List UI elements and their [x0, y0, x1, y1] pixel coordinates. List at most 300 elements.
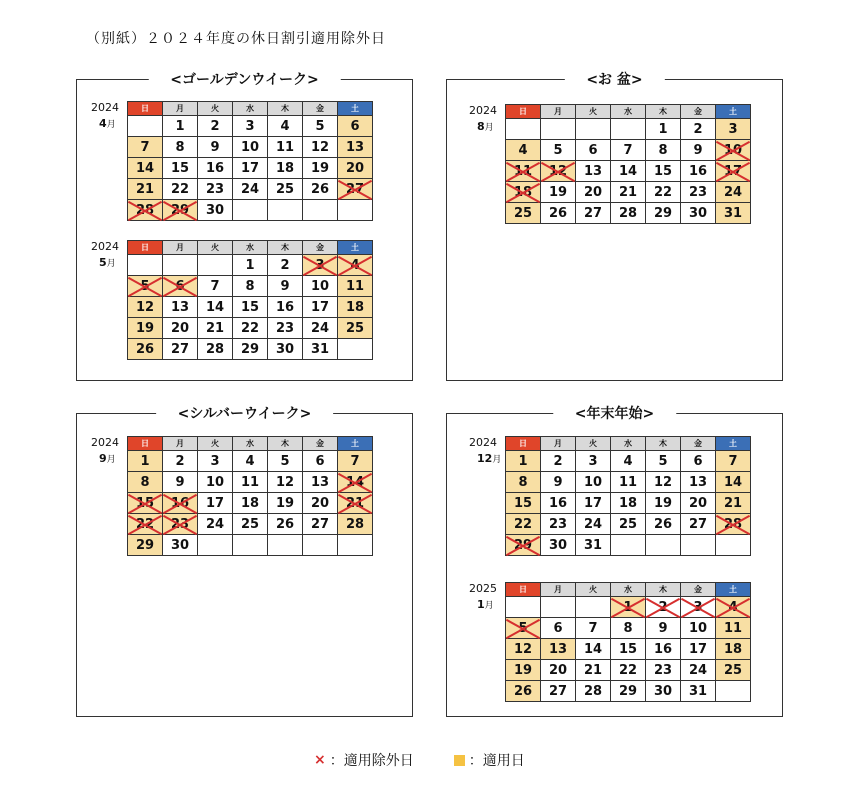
empty-cell [338, 535, 373, 556]
day-cell: 28 [128, 200, 163, 221]
day-cell: 6 [163, 276, 198, 297]
day-cell: 22 [128, 514, 163, 535]
day-cell: 15 [611, 639, 646, 660]
day-cell: 6 [681, 451, 716, 472]
day-cell: 6 [303, 451, 338, 472]
day-cell: 14 [716, 472, 751, 493]
week-row [128, 179, 373, 200]
day-cell: 31 [576, 535, 611, 556]
week-row [128, 514, 373, 535]
day-cell: 28 [716, 514, 751, 535]
day-cell: 9 [646, 618, 681, 639]
day-cell: 10 [681, 618, 716, 639]
day-cell: 2 [681, 119, 716, 140]
day-cell: 22 [646, 182, 681, 203]
panel-golden-week [76, 72, 413, 381]
panel-silver-week [76, 406, 413, 717]
calendar-grid [505, 436, 751, 556]
day-cell: 4 [233, 451, 268, 472]
weekday-header: 金 [303, 102, 338, 116]
empty-cell [268, 200, 303, 221]
day-cell: 21 [338, 493, 373, 514]
calendar-year: 2024 [469, 436, 497, 449]
day-cell: 30 [681, 203, 716, 224]
day-cell: 9 [163, 472, 198, 493]
weekday-header-row [506, 437, 751, 451]
day-cell: 13 [303, 472, 338, 493]
day-cell: 17 [681, 639, 716, 660]
weekday-header: 金 [681, 437, 716, 451]
weekday-header: 水 [611, 437, 646, 451]
calendar-year: 2024 [91, 436, 119, 449]
day-cell: 19 [303, 158, 338, 179]
panel-title: <年末年始> [553, 403, 676, 423]
day-cell: 1 [506, 451, 541, 472]
day-cell: 11 [506, 161, 541, 182]
day-cell: 27 [303, 514, 338, 535]
week-row [128, 255, 373, 276]
day-cell: 29 [233, 339, 268, 360]
day-cell: 25 [506, 203, 541, 224]
day-cell: 9 [198, 137, 233, 158]
empty-cell [576, 119, 611, 140]
calendar-month [477, 120, 494, 133]
day-cell: 16 [198, 158, 233, 179]
legend-applied-label: ：適用日 [468, 753, 525, 769]
day-cell: 11 [716, 618, 751, 639]
day-cell: 4 [716, 597, 751, 618]
empty-cell [541, 119, 576, 140]
day-cell: 22 [233, 318, 268, 339]
day-cell: 5 [128, 276, 163, 297]
weekday-header: 土 [716, 583, 751, 597]
weekday-header: 月 [541, 437, 576, 451]
day-cell: 26 [303, 179, 338, 200]
month-unit: 月 [492, 455, 502, 465]
day-cell: 24 [198, 514, 233, 535]
weekday-header-row [128, 241, 373, 255]
legend-x-mark: × [314, 752, 326, 768]
weekday-header: 土 [338, 437, 373, 451]
weekday-header: 土 [716, 437, 751, 451]
day-cell: 12 [541, 161, 576, 182]
calendar-year: 2024 [469, 104, 497, 117]
weekday-header: 月 [163, 102, 198, 116]
day-cell: 24 [233, 179, 268, 200]
day-cell: 3 [303, 255, 338, 276]
day-cell: 10 [716, 140, 751, 161]
day-cell: 7 [611, 140, 646, 161]
week-row [128, 472, 373, 493]
month-number: 12 [477, 452, 493, 465]
day-cell: 19 [268, 493, 303, 514]
weekday-header: 日 [506, 105, 541, 119]
calendar-grid [127, 240, 373, 360]
weekday-header: 金 [681, 583, 716, 597]
weekday-header: 火 [198, 437, 233, 451]
legend-applied-swatch [454, 755, 465, 766]
week-row [506, 493, 751, 514]
calendar-month [99, 256, 116, 269]
day-cell: 9 [268, 276, 303, 297]
legend [314, 750, 525, 770]
day-cell: 8 [163, 137, 198, 158]
day-cell: 29 [163, 200, 198, 221]
day-cell: 26 [541, 203, 576, 224]
empty-cell [506, 597, 541, 618]
document-title: （別紙）２０２４年度の休日割引適用除外日 [86, 31, 386, 47]
day-cell: 8 [506, 472, 541, 493]
day-cell: 19 [128, 318, 163, 339]
day-cell: 7 [128, 137, 163, 158]
day-cell: 30 [541, 535, 576, 556]
day-cell: 24 [716, 182, 751, 203]
weekday-header-row [128, 102, 373, 116]
weekday-header-row [506, 105, 751, 119]
calendar [91, 101, 373, 221]
day-cell: 21 [576, 660, 611, 681]
day-cell: 18 [611, 493, 646, 514]
empty-cell [506, 119, 541, 140]
day-cell: 10 [233, 137, 268, 158]
calendar [469, 582, 751, 702]
day-cell: 5 [303, 116, 338, 137]
week-row [128, 137, 373, 158]
weekday-header: 火 [198, 102, 233, 116]
day-cell: 19 [506, 660, 541, 681]
day-cell: 20 [681, 493, 716, 514]
day-cell: 12 [506, 639, 541, 660]
weekday-header: 水 [611, 583, 646, 597]
day-cell: 7 [338, 451, 373, 472]
day-cell: 18 [338, 297, 373, 318]
day-cell: 13 [338, 137, 373, 158]
day-cell: 19 [541, 182, 576, 203]
weekday-header-row [128, 437, 373, 451]
day-cell: 27 [163, 339, 198, 360]
weekday-header: 金 [303, 241, 338, 255]
week-row [128, 158, 373, 179]
weekday-header: 土 [338, 241, 373, 255]
month-unit: 月 [484, 123, 494, 133]
day-cell: 23 [541, 514, 576, 535]
week-row [506, 203, 751, 224]
empty-cell [303, 200, 338, 221]
week-row [506, 681, 751, 702]
week-row [506, 451, 751, 472]
day-cell: 24 [303, 318, 338, 339]
calendar [91, 436, 373, 556]
weekday-header: 水 [611, 105, 646, 119]
day-cell: 7 [576, 618, 611, 639]
calendar-grid [127, 101, 373, 221]
day-cell: 17 [576, 493, 611, 514]
month-unit: 月 [106, 120, 116, 130]
day-cell: 17 [198, 493, 233, 514]
weekday-header: 火 [576, 583, 611, 597]
week-row [128, 535, 373, 556]
empty-cell [541, 597, 576, 618]
weekday-header: 火 [198, 241, 233, 255]
day-cell: 20 [303, 493, 338, 514]
calendar-grid [127, 436, 373, 556]
weekday-header: 月 [541, 583, 576, 597]
day-cell: 1 [233, 255, 268, 276]
day-cell: 26 [646, 514, 681, 535]
day-cell: 17 [716, 161, 751, 182]
calendar [91, 240, 373, 360]
day-cell: 30 [268, 339, 303, 360]
day-cell: 20 [163, 318, 198, 339]
day-cell: 22 [611, 660, 646, 681]
empty-cell [268, 535, 303, 556]
day-cell: 21 [198, 318, 233, 339]
day-cell: 12 [646, 472, 681, 493]
empty-cell [646, 535, 681, 556]
weekday-header: 土 [338, 102, 373, 116]
week-row [506, 618, 751, 639]
day-cell: 11 [233, 472, 268, 493]
week-row [128, 116, 373, 137]
day-cell: 2 [646, 597, 681, 618]
weekday-header: 月 [541, 105, 576, 119]
day-cell: 4 [338, 255, 373, 276]
week-row [128, 493, 373, 514]
calendar-year: 2024 [91, 240, 119, 253]
day-cell: 10 [303, 276, 338, 297]
day-cell: 3 [233, 116, 268, 137]
calendar-year: 2024 [91, 101, 119, 114]
day-cell: 5 [541, 140, 576, 161]
week-row [506, 182, 751, 203]
empty-cell [233, 200, 268, 221]
day-cell: 3 [198, 451, 233, 472]
day-cell: 1 [128, 451, 163, 472]
day-cell: 15 [163, 158, 198, 179]
day-cell: 11 [611, 472, 646, 493]
weekday-header: 火 [576, 437, 611, 451]
empty-cell [716, 681, 751, 702]
month-number: 4 [99, 117, 107, 130]
weekday-header: 水 [233, 102, 268, 116]
day-cell: 24 [576, 514, 611, 535]
day-cell: 28 [338, 514, 373, 535]
day-cell: 23 [163, 514, 198, 535]
day-cell: 21 [611, 182, 646, 203]
calendar-month [99, 117, 116, 130]
day-cell: 8 [128, 472, 163, 493]
day-cell: 30 [198, 200, 233, 221]
day-cell: 15 [233, 297, 268, 318]
day-cell: 26 [128, 339, 163, 360]
day-cell: 24 [681, 660, 716, 681]
empty-cell [198, 255, 233, 276]
day-cell: 29 [128, 535, 163, 556]
day-cell: 25 [716, 660, 751, 681]
day-cell: 31 [681, 681, 716, 702]
day-cell: 6 [576, 140, 611, 161]
weekday-header: 月 [163, 437, 198, 451]
empty-cell [128, 116, 163, 137]
day-cell: 1 [646, 119, 681, 140]
day-cell: 6 [541, 618, 576, 639]
empty-cell [611, 535, 646, 556]
day-cell: 30 [646, 681, 681, 702]
day-cell: 11 [338, 276, 373, 297]
week-row [506, 119, 751, 140]
day-cell: 4 [268, 116, 303, 137]
day-cell: 23 [268, 318, 303, 339]
weekday-header: 日 [128, 437, 163, 451]
week-row [128, 339, 373, 360]
day-cell: 1 [611, 597, 646, 618]
day-cell: 23 [198, 179, 233, 200]
calendar-year: 2025 [469, 582, 497, 595]
day-cell: 15 [646, 161, 681, 182]
month-number: 1 [477, 598, 485, 611]
weekday-header: 日 [506, 437, 541, 451]
weekday-header: 木 [646, 437, 681, 451]
day-cell: 10 [576, 472, 611, 493]
day-cell: 2 [198, 116, 233, 137]
day-cell: 26 [268, 514, 303, 535]
calendar-month [99, 452, 116, 465]
day-cell: 14 [576, 639, 611, 660]
day-cell: 21 [128, 179, 163, 200]
day-cell: 16 [681, 161, 716, 182]
week-row [506, 472, 751, 493]
legend-excluded-label: ：適用除外日 [329, 753, 414, 769]
day-cell: 20 [338, 158, 373, 179]
weekday-header: 金 [303, 437, 338, 451]
day-cell: 13 [163, 297, 198, 318]
weekday-header: 木 [646, 105, 681, 119]
day-cell: 10 [198, 472, 233, 493]
day-cell: 31 [716, 203, 751, 224]
empty-cell [303, 535, 338, 556]
weekday-header: 日 [128, 102, 163, 116]
weekday-header: 日 [506, 583, 541, 597]
day-cell: 12 [268, 472, 303, 493]
panel-obon [446, 72, 783, 381]
empty-cell [611, 119, 646, 140]
weekday-header: 水 [233, 437, 268, 451]
day-cell: 29 [646, 203, 681, 224]
day-cell: 20 [541, 660, 576, 681]
week-row [128, 318, 373, 339]
day-cell: 2 [541, 451, 576, 472]
day-cell: 16 [163, 493, 198, 514]
week-row [506, 161, 751, 182]
month-unit: 月 [106, 259, 116, 269]
weekday-header-row [506, 583, 751, 597]
day-cell: 14 [611, 161, 646, 182]
day-cell: 2 [268, 255, 303, 276]
day-cell: 12 [303, 137, 338, 158]
day-cell: 9 [681, 140, 716, 161]
day-cell: 18 [233, 493, 268, 514]
day-cell: 30 [163, 535, 198, 556]
weekday-header: 月 [163, 241, 198, 255]
day-cell: 3 [576, 451, 611, 472]
week-row [506, 140, 751, 161]
day-cell: 25 [611, 514, 646, 535]
day-cell: 25 [338, 318, 373, 339]
empty-cell [198, 535, 233, 556]
week-row [506, 660, 751, 681]
weekday-header: 木 [268, 241, 303, 255]
day-cell: 1 [163, 116, 198, 137]
week-row [506, 597, 751, 618]
day-cell: 21 [716, 493, 751, 514]
empty-cell [163, 255, 198, 276]
day-cell: 3 [716, 119, 751, 140]
panel-new-year [446, 406, 783, 717]
calendar-grid [505, 104, 751, 224]
month-unit: 月 [484, 601, 494, 611]
day-cell: 3 [681, 597, 716, 618]
day-cell: 11 [268, 137, 303, 158]
panel-title: <ゴールデンウイーク> [148, 69, 340, 89]
calendar-grid [505, 582, 751, 702]
empty-cell [716, 535, 751, 556]
day-cell: 7 [198, 276, 233, 297]
day-cell: 27 [681, 514, 716, 535]
month-number: 8 [477, 120, 485, 133]
day-cell: 17 [303, 297, 338, 318]
day-cell: 18 [716, 639, 751, 660]
week-row [506, 514, 751, 535]
day-cell: 8 [233, 276, 268, 297]
day-cell: 4 [506, 140, 541, 161]
calendar-month [477, 598, 494, 611]
day-cell: 16 [268, 297, 303, 318]
day-cell: 27 [541, 681, 576, 702]
week-row [128, 297, 373, 318]
weekday-header: 火 [576, 105, 611, 119]
day-cell: 4 [611, 451, 646, 472]
day-cell: 27 [338, 179, 373, 200]
weekday-header: 木 [268, 437, 303, 451]
empty-cell [681, 535, 716, 556]
day-cell: 8 [611, 618, 646, 639]
empty-cell [338, 339, 373, 360]
day-cell: 14 [128, 158, 163, 179]
calendar [469, 104, 751, 224]
day-cell: 17 [233, 158, 268, 179]
weekday-header: 金 [681, 105, 716, 119]
week-row [506, 639, 751, 660]
month-unit: 月 [106, 455, 116, 465]
day-cell: 22 [163, 179, 198, 200]
week-row [128, 276, 373, 297]
day-cell: 16 [646, 639, 681, 660]
day-cell: 14 [338, 472, 373, 493]
day-cell: 28 [576, 681, 611, 702]
weekday-header: 木 [268, 102, 303, 116]
day-cell: 15 [128, 493, 163, 514]
day-cell: 29 [506, 535, 541, 556]
panel-title: <シルバーウイーク> [156, 403, 334, 423]
week-row [128, 200, 373, 221]
day-cell: 18 [268, 158, 303, 179]
day-cell: 31 [303, 339, 338, 360]
month-number: 5 [99, 256, 107, 269]
day-cell: 28 [198, 339, 233, 360]
calendar-month [477, 452, 501, 465]
panel-title: <お 盆> [564, 69, 664, 89]
day-cell: 23 [646, 660, 681, 681]
